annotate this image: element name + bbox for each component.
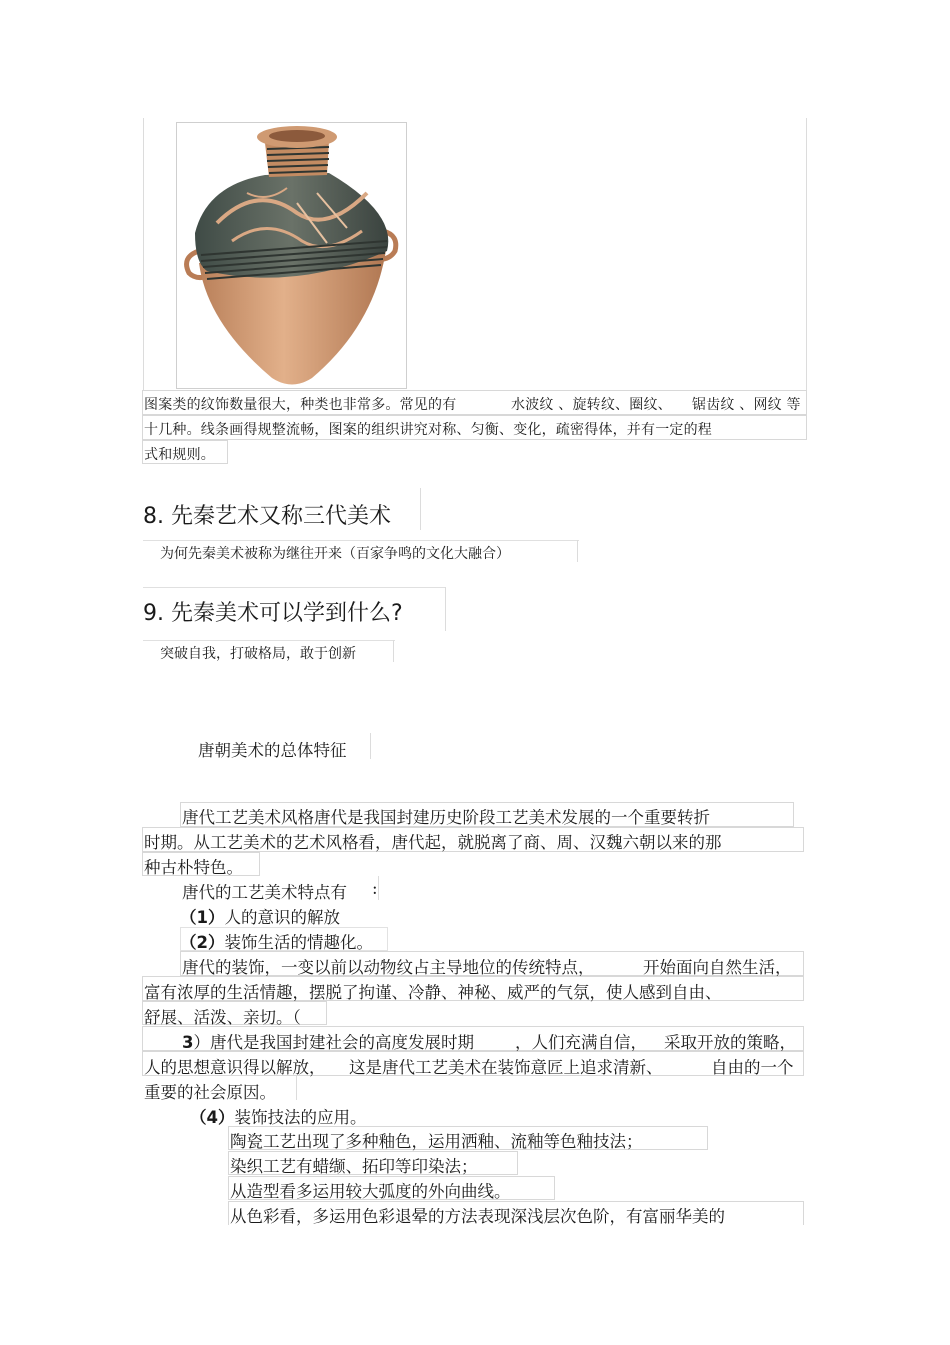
frame-line bbox=[143, 640, 395, 641]
section9-sub: 突破自我，打破格局，敢于创新 bbox=[160, 646, 356, 662]
tang-p1-line3: 种古朴特色。 bbox=[144, 858, 243, 877]
tang-p4-line1c: 采取开放的策略， bbox=[664, 1033, 796, 1052]
item2-text: 装饰生活的情趣化。 bbox=[224, 933, 373, 952]
pattern-text-line1c: 锯齿纹 、网纹 等 bbox=[692, 397, 801, 413]
frame-line bbox=[143, 587, 446, 588]
frame-line bbox=[370, 733, 371, 759]
pattern-text-line3: 式和规则。 bbox=[144, 447, 215, 463]
technique-3: 从造型看多运用较大弧度的外向曲线。 bbox=[230, 1182, 511, 1201]
section8-sub: 为何先秦美术被称为继往开来（百家争鸣的文化大融合） bbox=[160, 546, 510, 562]
item2-number: （2） bbox=[180, 933, 225, 952]
tang-p4-line1 bbox=[182, 1029, 474, 1053]
tang-p1-line2: 时期。从工艺美术的艺术风格看，唐代起，就脱离了商、周、汉魏六朝以来的那 bbox=[144, 833, 722, 852]
technique-4: 从色彩看，多运用色彩退晕的方法表现深浅层次色阶，有富丽华美的 bbox=[230, 1207, 725, 1226]
tang-p4-line2c: 自由的一个 bbox=[711, 1058, 794, 1077]
tang-title: 唐朝美术的总体特征 bbox=[198, 741, 347, 760]
section9-heading: 9. 先秦美术可以学到什么? bbox=[143, 601, 403, 626]
painted-pottery-jar-image bbox=[177, 123, 406, 388]
p4-number: 3 bbox=[182, 1033, 194, 1052]
pattern-text-line1a: 图案类的纹饰数量很大，种类也非常多。常见的有 bbox=[144, 397, 457, 413]
tang-p4-line2b: 这是唐代工艺美术在装饰意匠上追求清新、 bbox=[349, 1058, 663, 1077]
tang-p4-line1b: ，人们充满自信， bbox=[515, 1033, 647, 1052]
frame-line bbox=[393, 640, 394, 662]
tang-p2: 唐代的工艺美术特点有 bbox=[182, 883, 347, 902]
technique-1: 陶瓷工艺出现了多种釉色，运用洒釉、流釉等色釉技法； bbox=[230, 1132, 643, 1151]
tang-p3-line1a: 唐代的装饰，一变以前以动物纹占主导地位的传统特点， bbox=[182, 958, 595, 977]
item1 bbox=[180, 904, 340, 928]
technique-2: 染织工艺有蜡缬、拓印等印染法； bbox=[230, 1157, 478, 1176]
frame-line bbox=[445, 587, 446, 631]
frame-line bbox=[806, 118, 807, 390]
tang-p4-line3: 重要的社会原因。 bbox=[144, 1083, 276, 1102]
item2 bbox=[180, 929, 373, 953]
tang-p4-line2a: 人的思想意识得以解放， bbox=[144, 1058, 326, 1077]
frame-line bbox=[420, 488, 421, 530]
pattern-text-line2: 十几种。线条画得规整流畅，图案的组织讲究对称、匀衡、变化，疏密得体，并有一定的程 bbox=[144, 422, 712, 438]
section8-heading: 8. 先秦艺术又称三代美术 bbox=[143, 504, 391, 529]
p4-line1a: ）唐代是我国封建社会的高度发展时期 bbox=[193, 1033, 474, 1052]
tang-p2-colon: : bbox=[372, 879, 378, 898]
pottery-image-frame bbox=[176, 122, 407, 389]
tang-p3-line2: 富有浓厚的生活情趣，摆脱了拘谨、冷静、神秘、威严的气氛，使人感到自由、 bbox=[144, 983, 722, 1002]
frame-line bbox=[143, 540, 579, 541]
frame-line bbox=[378, 876, 379, 900]
frame-line bbox=[143, 118, 144, 390]
tang-p3-line1b: 开始面向自然生活， bbox=[643, 958, 792, 977]
tang-p3-line3: 舒展、活泼、亲切。（ bbox=[144, 1008, 301, 1027]
item1-text: 人的意识的解放 bbox=[224, 908, 340, 927]
item1-number: （1） bbox=[180, 908, 225, 927]
item4 bbox=[190, 1104, 366, 1128]
item4-text: 装饰技法的应用。 bbox=[234, 1108, 367, 1127]
pattern-text-line1b: 水波纹 、旋转纹、圈纹、 bbox=[511, 397, 672, 413]
tang-p1-line1: 唐代工艺美术风格唐代是我国封建历史阶段工艺美术发展的一个重要转折 bbox=[182, 808, 710, 827]
frame-line bbox=[296, 1076, 297, 1100]
frame-line bbox=[577, 540, 578, 562]
item4-number: （4） bbox=[190, 1108, 235, 1127]
